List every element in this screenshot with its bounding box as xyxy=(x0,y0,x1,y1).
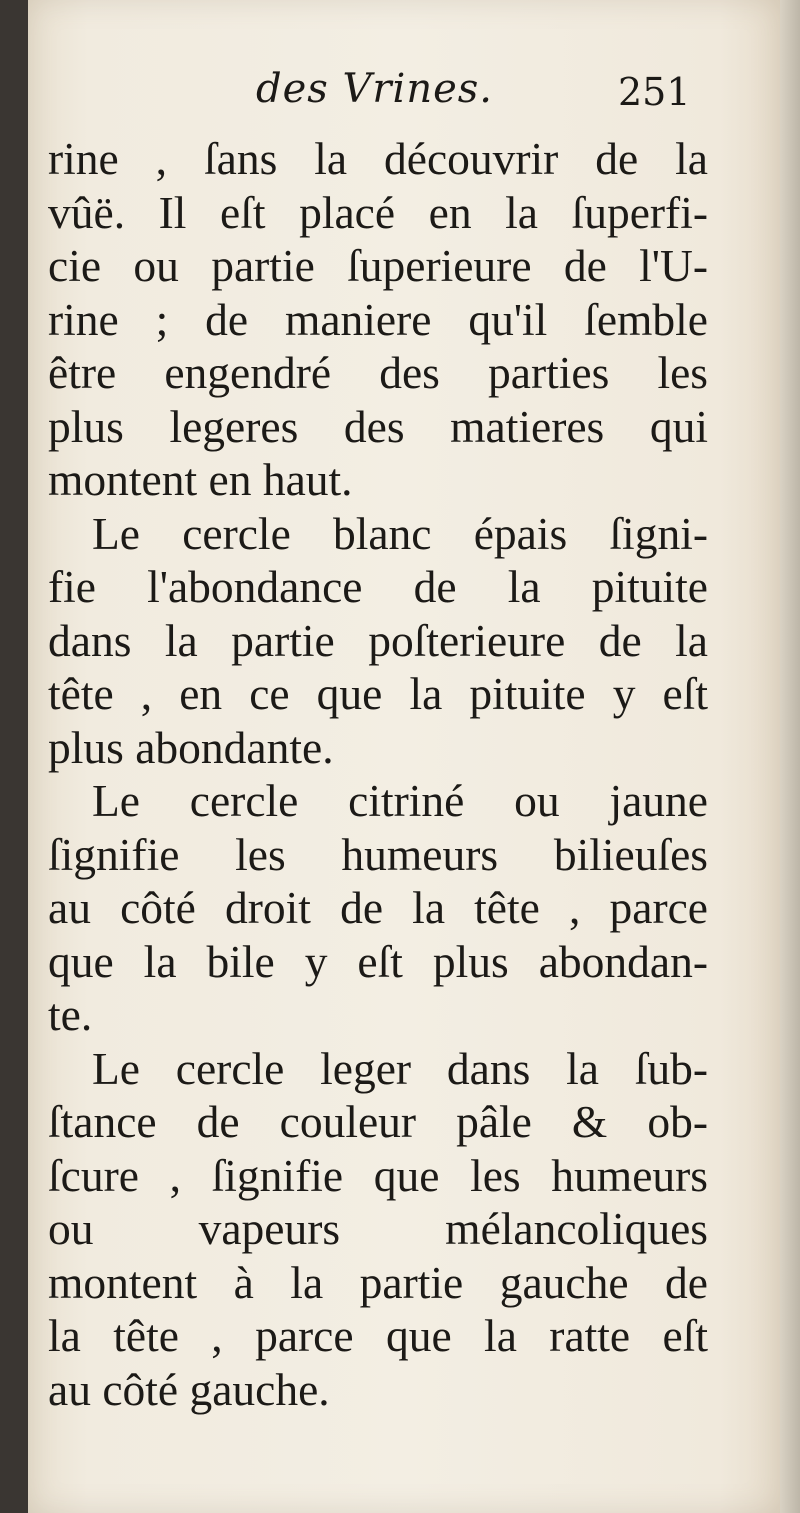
text-line: dans la partie poſterieure de la xyxy=(48,614,708,666)
text-line: au côté droit de la tête , parce xyxy=(48,882,708,933)
text-line: cie ou partie ſuperieure de l'U- xyxy=(48,240,708,291)
text-line: ſignifie les humeurs bilieuſes xyxy=(48,828,708,880)
text-line: ſcure , ſignifie que les humeurs xyxy=(48,1149,708,1201)
paragraph xyxy=(48,774,708,1042)
text-line: vûë. Il eſt placé en la ſuperfi- xyxy=(48,186,708,238)
text-line: ſtance de couleur pâle & ob- xyxy=(48,1096,708,1147)
text-line: plus legeres des matieres qui xyxy=(48,400,708,452)
text-line: te. xyxy=(48,989,93,1040)
page-number: 251 xyxy=(618,70,691,114)
body-text xyxy=(48,132,708,1416)
running-head: des Vrines. xyxy=(256,66,493,112)
text-line: tête , en ce que la pituite y eſt xyxy=(48,668,708,719)
text-line: Le cercle blanc épais ſigni- xyxy=(92,507,708,559)
text-line: être engendré des parties les xyxy=(48,347,708,398)
text-line: rine , ſans la découvrir de la xyxy=(48,133,708,184)
text-line: montent en haut. xyxy=(48,454,353,505)
text-line: la tête , parce que la ratte eſt xyxy=(48,1310,708,1361)
text-line: rine ; de maniere qu'il ſemble xyxy=(48,293,708,345)
page-edge xyxy=(780,0,800,1513)
paragraph xyxy=(48,132,708,507)
page-header xyxy=(28,62,780,122)
text-line: Le cercle leger dans la ſub- xyxy=(92,1042,708,1094)
text-line: montent à la partie gauche de xyxy=(48,1256,708,1308)
text-line: que la bile y eſt plus abondan- xyxy=(48,935,708,987)
text-line: au côté gauche. xyxy=(48,1363,330,1415)
text-line: ou vapeurs mélancoliques xyxy=(48,1203,708,1254)
text-line: fie l'abondance de la pituite xyxy=(48,561,708,612)
text-line: plus abondante. xyxy=(48,721,334,773)
paragraph xyxy=(48,507,708,775)
paragraph xyxy=(48,1042,708,1417)
book-page xyxy=(28,0,780,1513)
text-line: Le cercle citriné ou jaune xyxy=(92,775,708,826)
